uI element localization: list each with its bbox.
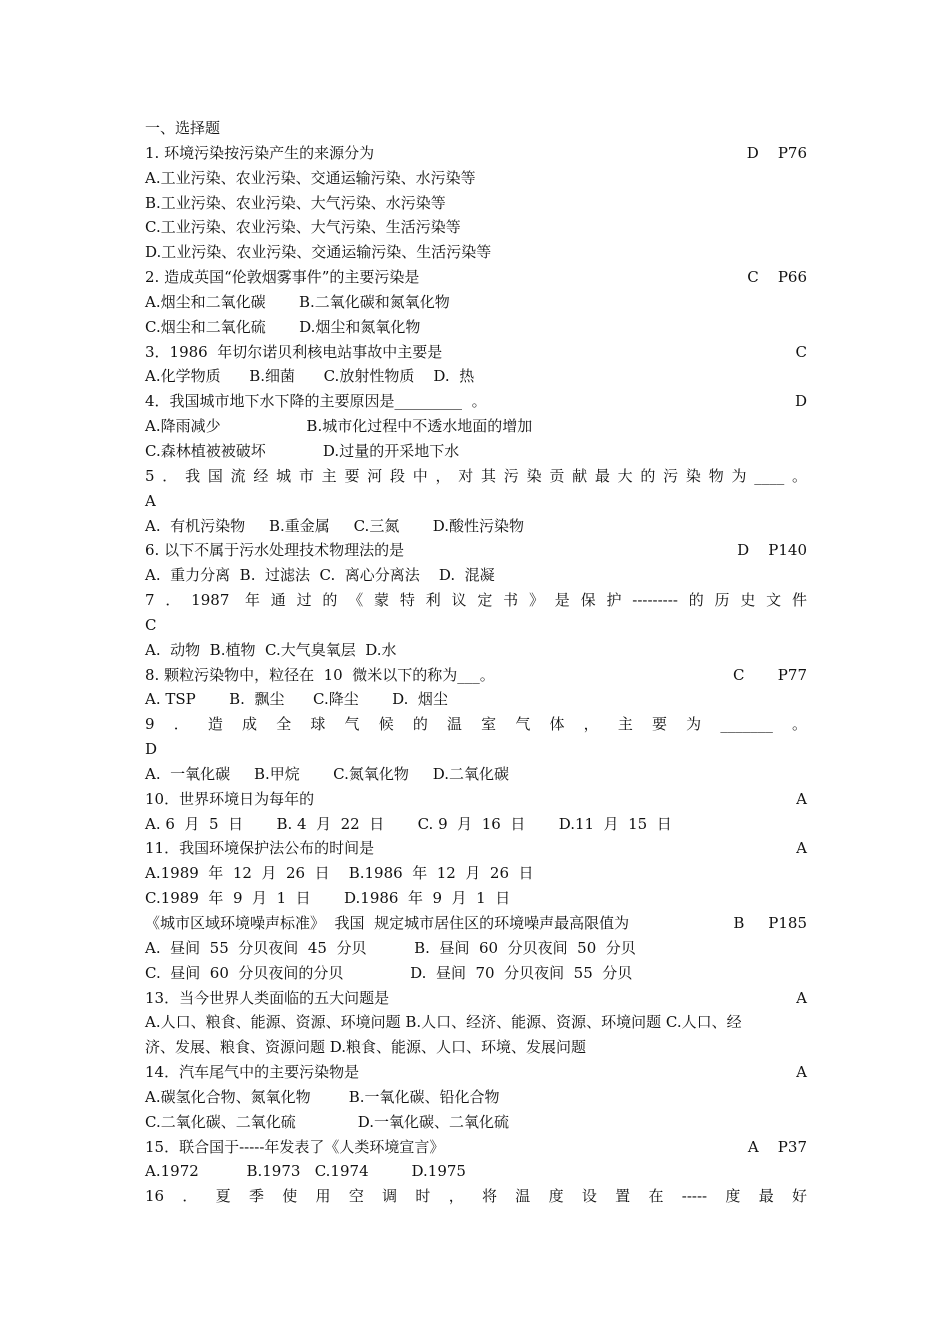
line-text: 3．1986 年切尔诺贝利核电站事故中主要是 xyxy=(145,342,443,361)
document-line xyxy=(145,588,807,613)
document-line xyxy=(145,1085,807,1110)
line-text: 7．1987 年通过的《蒙特利议定书》是保护---------的历史文件 xyxy=(145,591,807,610)
document-line xyxy=(145,563,807,588)
line-text: 15．联合国于-----年发表了《人类环境宣言》 xyxy=(145,1137,445,1156)
document-line xyxy=(145,861,807,886)
document-line xyxy=(145,1060,807,1085)
line-text: 6. 以下不属于污水处理技术物理法的是 xyxy=(145,541,405,560)
answer-key: A xyxy=(796,839,807,858)
line-text: 1. 环境污染按污染产生的来源分为 xyxy=(145,143,375,162)
answer-key: D xyxy=(794,392,807,411)
line-text: C.工业污染、农业污染、大气污染、生活污染等 xyxy=(145,218,461,237)
document-line xyxy=(145,439,807,464)
line-text: A.人口、粮食、能源、资源、环境问题 B.人口、经济、能源、资源、环境问题 C.人口、经 xyxy=(145,1013,742,1032)
document-line xyxy=(145,1035,807,1060)
line-text: A. 重力分离 B. 过滤法 C. 离心分离法 D. 混凝 xyxy=(145,566,495,585)
line-text: A.化学物质 B.细菌 C.放射性物质 D. 热 xyxy=(145,367,475,386)
document-line xyxy=(145,514,807,539)
document-line xyxy=(145,414,807,439)
line-text: C.烟尘和二氧化硫 D.烟尘和氮氧化物 xyxy=(145,317,421,336)
line-text: C xyxy=(145,615,157,634)
answer-key: A xyxy=(796,988,807,1007)
document-line xyxy=(145,762,807,787)
line-text: A. 动物 B.植物 C.大气臭氧层 D.水 xyxy=(145,640,397,659)
document-line xyxy=(145,389,807,414)
document-line xyxy=(145,1010,807,1035)
document-line xyxy=(145,315,807,340)
document-line xyxy=(145,812,807,837)
document-line xyxy=(145,712,807,737)
line-text: A. 6 月 5 日 B. 4 月 22 日 C. 9 月 16 日 D.11 月 15 日 xyxy=(145,814,672,833)
document-line xyxy=(145,1110,807,1135)
line-text: D.工业污染、农业污染、交通运输污染、生活污染等 xyxy=(145,243,492,262)
line-text: C.二氧化碳、二氧化硫 D.一氧化碳、二氧化硫 xyxy=(145,1112,509,1131)
line-text: A.降雨减少 B.城市化过程中不透水地面的增加 xyxy=(145,417,533,436)
answer-key: C P77 xyxy=(732,665,807,684)
line-text: D xyxy=(145,740,158,759)
answer-key: A xyxy=(796,1063,807,1082)
answer-key: C P66 xyxy=(747,268,807,287)
document-line xyxy=(145,836,807,861)
document-line xyxy=(145,464,807,489)
line-text: C.1989 年 9 月 1 日 D.1986 年 9 月 1 日 xyxy=(145,889,511,908)
document-line xyxy=(145,538,807,563)
line-text: A. 一氧化碳 B.甲烷 C.氮氧化物 D.二氧化碳 xyxy=(145,764,509,783)
document-line xyxy=(145,687,807,712)
line-text: 9．造成全球气候的温室气体，主要为_______。 xyxy=(145,715,807,734)
line-text: 一、选择题 xyxy=(145,119,221,137)
document-line xyxy=(145,240,807,265)
answer-key: A P37 xyxy=(747,1137,807,1156)
answer-key: D P140 xyxy=(737,541,807,560)
document-line xyxy=(145,613,807,638)
document-line xyxy=(145,265,807,290)
line-text: A. 昼间 55 分贝夜间 45 分贝 B. 昼间 60 分贝夜间 50 分贝 xyxy=(145,938,636,957)
line-text: A.碳氢化合物、氮氧化物 B.一氧化碳、铅化合物 xyxy=(145,1087,500,1106)
document-line xyxy=(145,936,807,961)
document-line xyxy=(145,886,807,911)
line-text: 5．我国流经城市主要河段中，对其污染贡献最大的污染物为____。 xyxy=(145,466,807,485)
document-line xyxy=(145,986,807,1011)
line-text: A. TSP B. 飘尘 C.降尘 D. 烟尘 xyxy=(145,690,448,709)
document-line xyxy=(145,1159,807,1184)
document-line xyxy=(145,1135,807,1160)
line-text: 济、发展、粮食、资源问题 D.粮食、能源、人口、环境、发展问题 xyxy=(145,1038,587,1057)
line-text: A.工业污染、农业污染、交通运输污染、水污染等 xyxy=(145,168,476,187)
line-text: 2. 造成英国“伦敦烟雾事件”的主要污染是 xyxy=(145,268,420,287)
document-line xyxy=(145,215,807,240)
line-text: 4．我国城市地下水下降的主要原因是_________ 。 xyxy=(145,392,487,411)
answer-key: D P76 xyxy=(746,143,807,162)
line-text: A.烟尘和二氧化碳 B.二氧化碳和氮氧化物 xyxy=(145,292,450,311)
line-text: 8. 颗粒污染物中，粒径在 10 微米以下的称为___。 xyxy=(145,665,495,684)
quiz-document xyxy=(145,116,807,1209)
document-line xyxy=(145,961,807,986)
line-text: B.工业污染、农业污染、大气污染、水污染等 xyxy=(145,193,446,212)
document-line xyxy=(145,191,807,216)
document-line xyxy=(145,141,807,166)
line-text: 11．我国环境保护法公布的时间是 xyxy=(145,839,375,858)
line-text: 14．汽车尾气中的主要污染物是 xyxy=(145,1063,360,1082)
line-text: C. 昼间 60 分贝夜间的分贝 D. 昼间 70 分贝夜间 55 分贝 xyxy=(145,963,633,982)
document-line xyxy=(145,340,807,365)
document-line xyxy=(145,116,807,141)
document-line xyxy=(145,787,807,812)
document-line xyxy=(145,489,807,514)
line-text: 《城市区域环境噪声标准》 我国 规定城市居住区的环境噪声最高限值为 xyxy=(145,914,630,932)
document-line xyxy=(145,663,807,688)
line-text: C.森林植被被破坏 D.过量的开采地下水 xyxy=(145,441,460,460)
line-text: A.1972 B.1973 C.1974 D.1975 xyxy=(145,1162,466,1181)
document-line xyxy=(145,737,807,762)
document-line xyxy=(145,166,807,191)
line-text: A.1989 年 12 月 26 日 B.1986 年 12 月 26 日 xyxy=(145,864,534,883)
line-text: 16．夏季使用空调时，将温度设置在-----度最好 xyxy=(145,1187,807,1206)
answer-key: C xyxy=(795,342,807,361)
document-line xyxy=(145,911,807,936)
document-line xyxy=(145,638,807,663)
line-text: 10．世界环境日为每年的 xyxy=(145,789,315,808)
document-line xyxy=(145,290,807,315)
line-text: A. 有机污染物 B.重金属 C.三氮 D.酸性污染物 xyxy=(145,516,524,535)
answer-key: A xyxy=(796,789,807,808)
document-line xyxy=(145,364,807,389)
line-text: A xyxy=(145,491,156,510)
document-line xyxy=(145,1184,807,1209)
line-text: 13．当今世界人类面临的五大问题是 xyxy=(145,988,390,1007)
answer-key: B P185 xyxy=(733,914,807,932)
